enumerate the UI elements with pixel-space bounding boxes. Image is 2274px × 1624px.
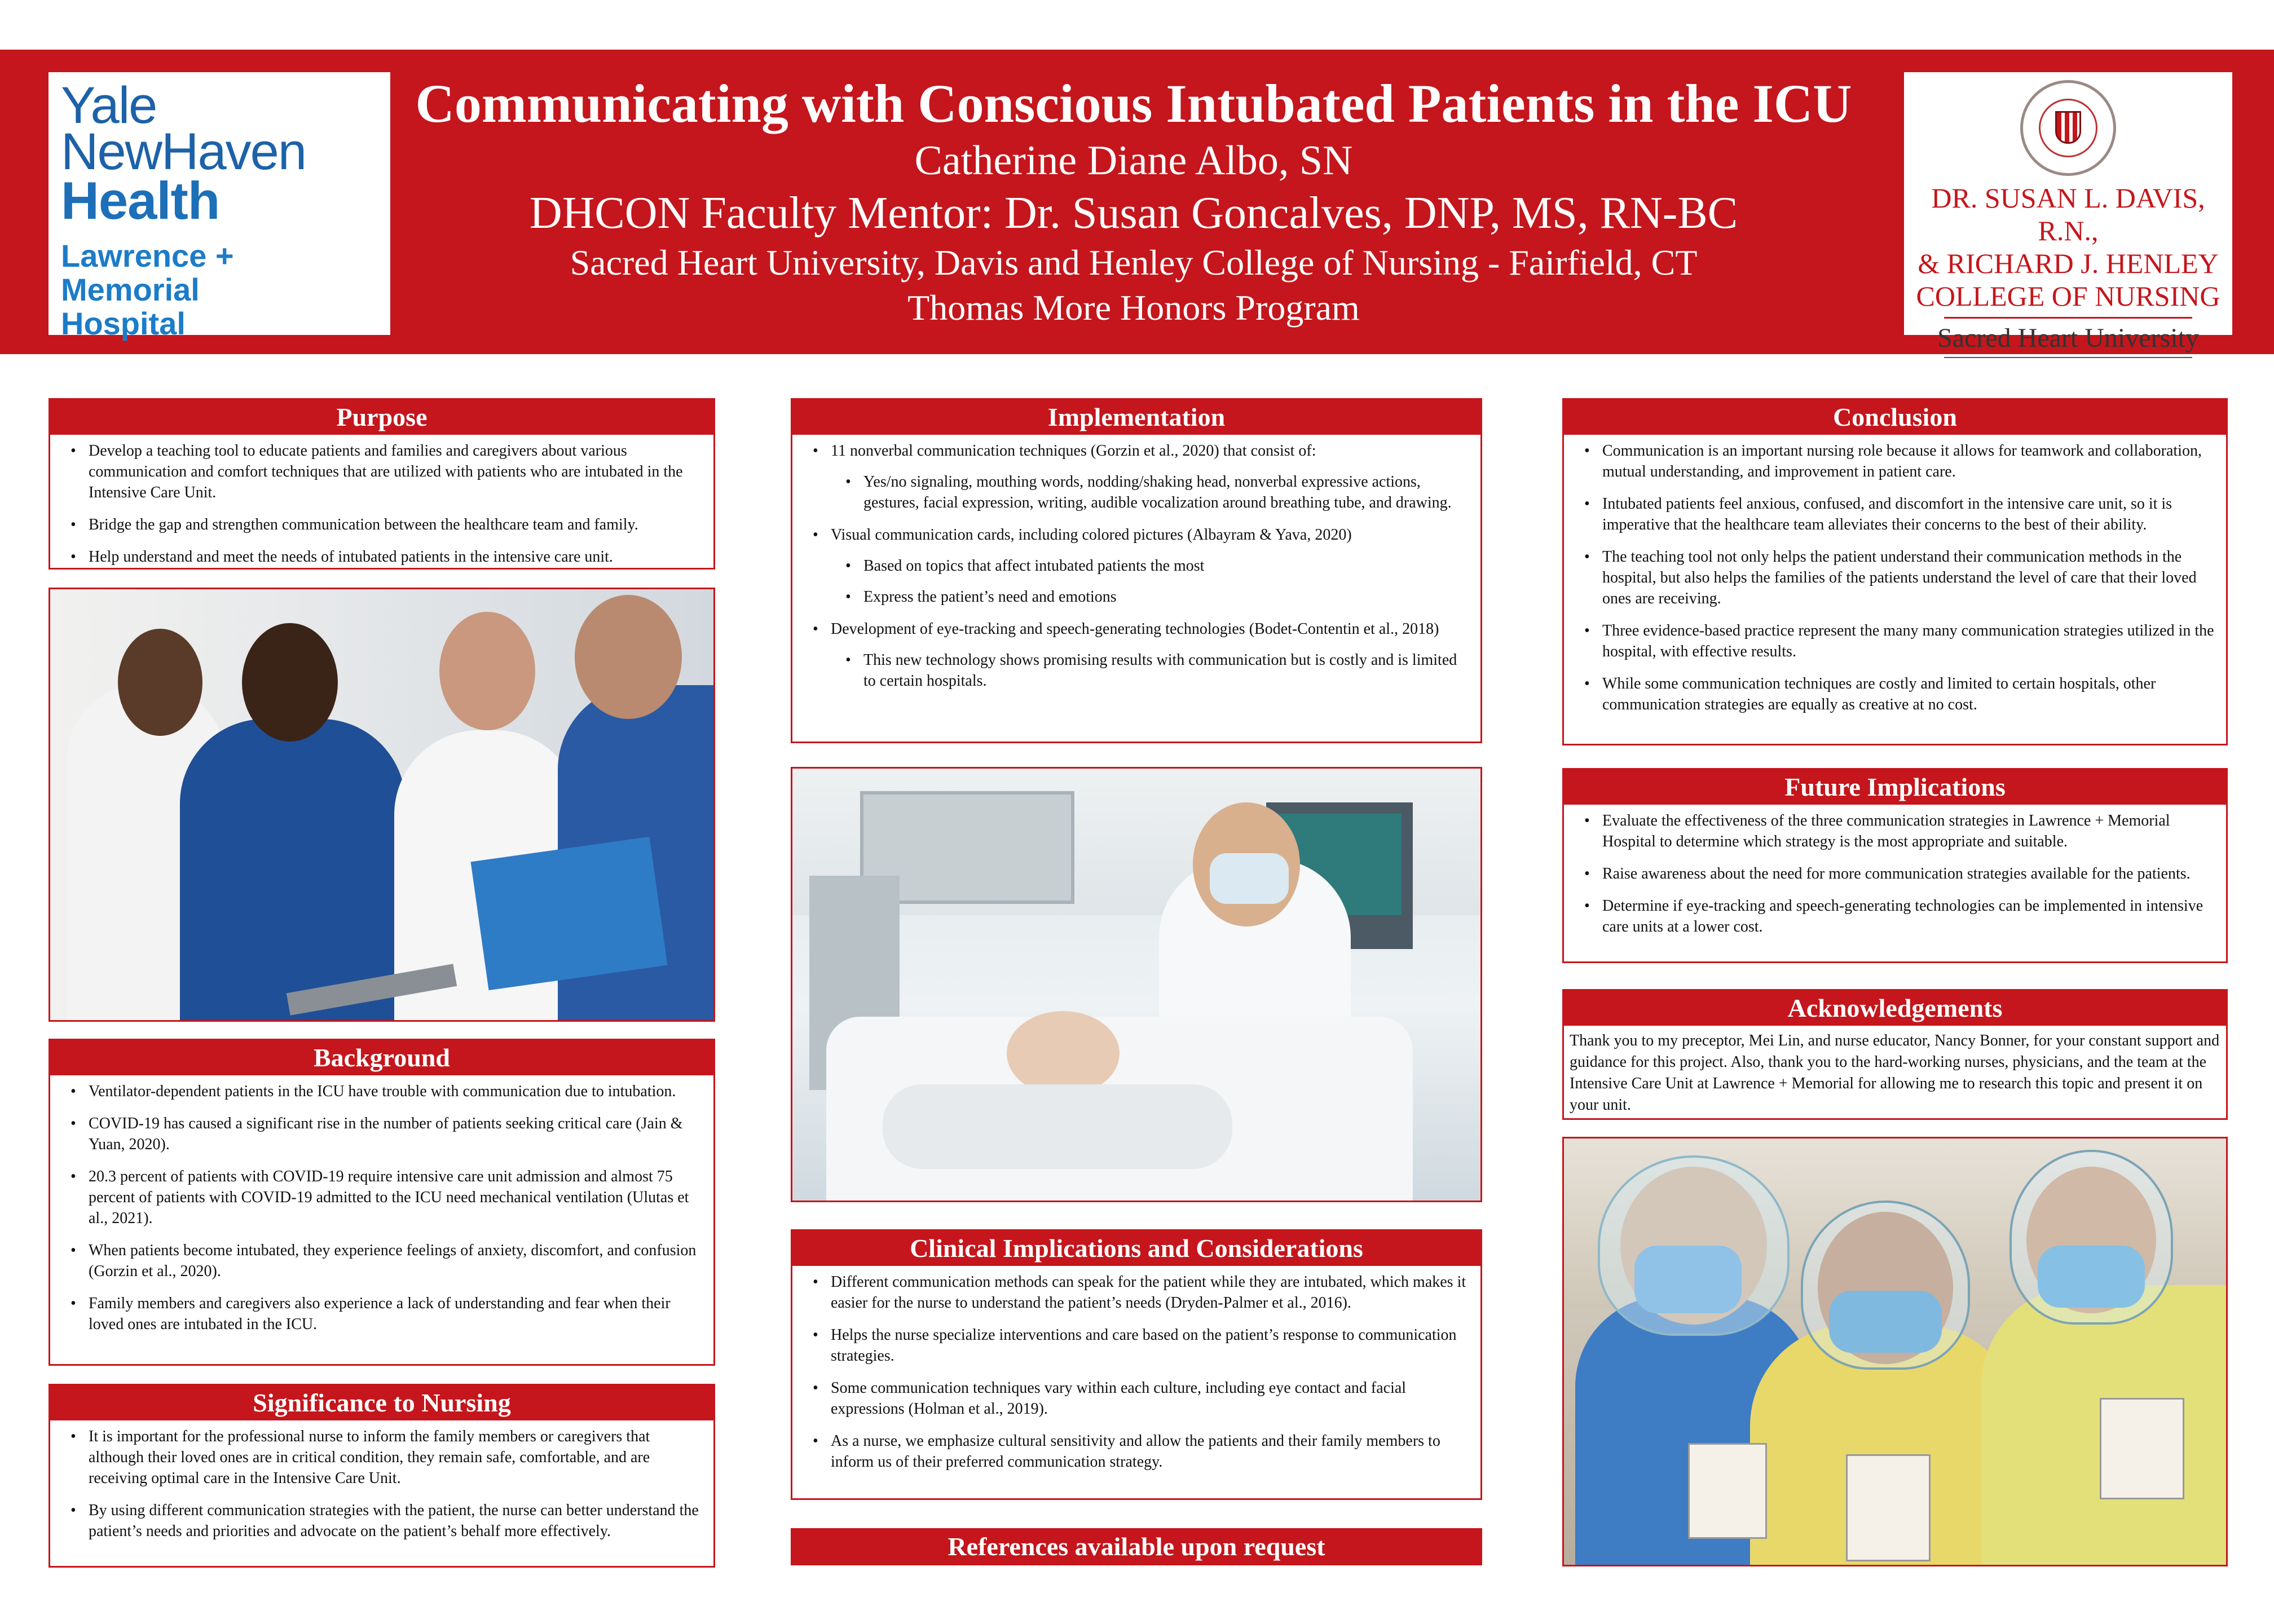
background-section [49,1039,715,1366]
purpose-item: • Develop a teaching tool to educate patients and families and caregivers about various communication and comfort techniques that are utilized with patients who are intubated in the Intensive Care Unit. [67,440,703,503]
poster-author: Catherine Diane Albo, SN [914,138,1353,184]
significance-item: • It is important for the professional nurse to inform the family members or caregivers that although their loved ones are in critical condition, they remain safe, comfortable, and are receiving optimal care in the Intensive Care Unit. [67,1426,703,1489]
logo-text-lawrence-memorial: Lawrence + Memorial [61,238,234,307]
implementation-item [809,440,1470,513]
poster-title-block [406,72,1861,330]
future-item: • Determine if eye-tracking and speech-generating technologies can be implemented in intensive care units at a lower cost. [1581,895,2216,937]
clinical-item: • Helps the nurse specialize interventions and care based on the patient’s response to communication strategies. [809,1325,1470,1366]
conclusion-item: • While some communication techniques are costly and limited to certain hospitals, other communication strategies are equally as creative at no cost. [1581,673,2216,715]
nurses-in-ppe-photo [1562,1137,2228,1566]
poster-institution: Sacred Heart University, Davis and Henley College of Nursing - Fairfield, CT [570,242,1698,283]
significance-item: • By using different communication strategies with the patient, the nurse can better understand the patient’s needs and priorities and advocate on the patient’s behalf more effectively. [67,1500,703,1542]
logo-text-yale: Yale [61,77,157,134]
implementation-section [791,398,1482,743]
davis-henley-college-logo [1904,72,2232,353]
healthcare-team-photo [49,588,715,1022]
poster-title: Communicating with Conscious Intubated Patients in the ICU [415,73,1852,134]
implementation-item-text: Development of eye-tracking and speech-generating technologies (Bodet-Contentin et al., 2018) [831,620,1439,638]
logo-text-davis: DR. SUSAN L. DAVIS, R.N., [1931,182,2205,246]
purpose-item: • Help understand and meet the needs of intubated patients in the intensive care unit. [67,546,703,567]
conclusion-item: • Intubated patients feel anxious, confused, and discomfort in the intensive care unit, so it is imperative that the healthcare team alleviates their concerns to the best of their ability. [1581,493,2216,535]
implementation-item-text: Visual communication cards, including colored pictures (Albayram & Yava, 2020) [831,526,1352,544]
implementation-subitem: • Based on topics that affect intubated patients the most [831,555,1470,576]
conclusion-item: • The teaching tool not only helps the patient understand their communication methods in the hospital, but also helps the families of the patients understand the level of care that their loved ones are receiving. [1581,546,2216,609]
significance-heading: Significance to Nursing [50,1385,713,1420]
acknowledgements-heading: Acknowledgements [1564,991,2226,1026]
future-item: • Evaluate the effectiveness of the three communication strategies in Lawrence + Memorial Hospital to determine which strategy is the most appropriate and suitable. [1581,810,2216,852]
implementation-item [809,619,1470,691]
background-item: • Ventilator-dependent patients in the ICU have trouble with communication due to intubation. [67,1081,703,1102]
clinical-item: • Different communication methods can speak for the patient while they are intubated, which makes it easier for the nurse to understand the patient’s needs (Dryden-Palmer et al., 2016). [809,1272,1470,1313]
purpose-section [49,398,715,570]
purpose-item: • Bridge the gap and strengthen communication between the healthcare team and family. [67,514,703,535]
implementation-item-text: 11 nonverbal communication techniques (Gorzin et al., 2020) that consist of: [831,442,1316,460]
yale-new-haven-health-logo [49,72,390,341]
poster-program: Thomas More Honors Program [907,288,1360,328]
implementation-subitem: • Express the patient’s need and emotions [831,586,1470,607]
logo-text-newhaven: NewHaven [61,123,306,180]
poster-mentor: DHCON Faculty Mentor: Dr. Susan Goncalves, DNP, MS, RN-BC [529,188,1738,238]
clinical-section [791,1229,1482,1500]
implementation-item [809,524,1470,607]
references-label: References available upon request [791,1528,1482,1565]
background-item: • When patients become intubated, they experience feelings of anxiety, discomfort, and confusion (Gorzin et al., 2020). [67,1240,703,1282]
implementation-heading: Implementation [792,400,1480,435]
conclusion-item: • Three evidence-based practice represent the many many communication strategies utilized in the hospital, with effective results. [1581,620,2216,662]
implementation-subitem: • Yes/no signaling, mouthing words, nodding/shaking head, nonverbal expressive actions, gestures, facial expression, writing, audible vocalization around breathing tube, and drawing. [831,471,1470,513]
logo-text-health: Health [61,171,220,230]
implementation-subitem: • This new technology shows promising results with communication but is costly and is limited to certain hospitals. [831,650,1470,691]
logo-text-sacred-heart: Sacred Heart University [1937,323,2199,353]
conclusion-section [1562,398,2228,745]
university-seal-icon [2020,80,2116,176]
future-heading: Future Implications [1564,770,2226,805]
logo-text-henley: & RICHARD J. HENLEY [1918,248,2219,279]
acknowledgements-text: Thank you to my preceptor, Mei Lin, and nurse educator, Nancy Bonner, for your constant support and guidance for this project. Also, thank you to the hard-working nurses, physicians, and the team at the Intensive Care Unit at Lawrence + Memorial for allowing me to research this topic and present it on your unit. [1570,1032,2220,1114]
significance-section [49,1384,715,1568]
acknowledgements-section [1562,989,2228,1120]
header-banner [0,50,2274,354]
future-section [1562,768,2228,963]
icu-nurse-photo [791,767,1482,1202]
clinical-item: • Some communication techniques vary within each culture, including eye contact and facial expressions (Holman et al., 2019). [809,1378,1470,1419]
clinical-heading: Clinical Implications and Considerations [792,1231,1480,1266]
background-item: • 20.3 percent of patients with COVID-19 require intensive care unit admission and almost 75 percent of patients with COVID-19 admitted to the ICU need mechanical ventilation (Ulutas et al., 2021). [67,1166,703,1229]
background-heading: Background [50,1040,713,1075]
clinical-item: • As a nurse, we emphasize cultural sensitivity and allow the patients and their family members to inform us of their preferred communication strategy. [809,1431,1470,1472]
future-item: • Raise awareness about the need for more communication strategies available for the patients. [1581,863,2216,884]
conclusion-item: • Communication is an important nursing role because it allows for teamwork and collaboration, mutual understanding, and improvement in patient care. [1581,440,2216,482]
purpose-heading: Purpose [50,400,713,435]
logo-text-hospital: Hospital [61,306,186,341]
logo-text-college: COLLEGE OF NURSING [1916,280,2220,312]
background-item: • COVID-19 has caused a significant rise in the number of patients seeking critical care (Jain & Yuan, 2020). [67,1113,703,1155]
conclusion-heading: Conclusion [1564,400,2226,435]
background-item: • Family members and caregivers also experience a lack of understanding and fear when their loved ones are intubated in the ICU. [67,1293,703,1335]
